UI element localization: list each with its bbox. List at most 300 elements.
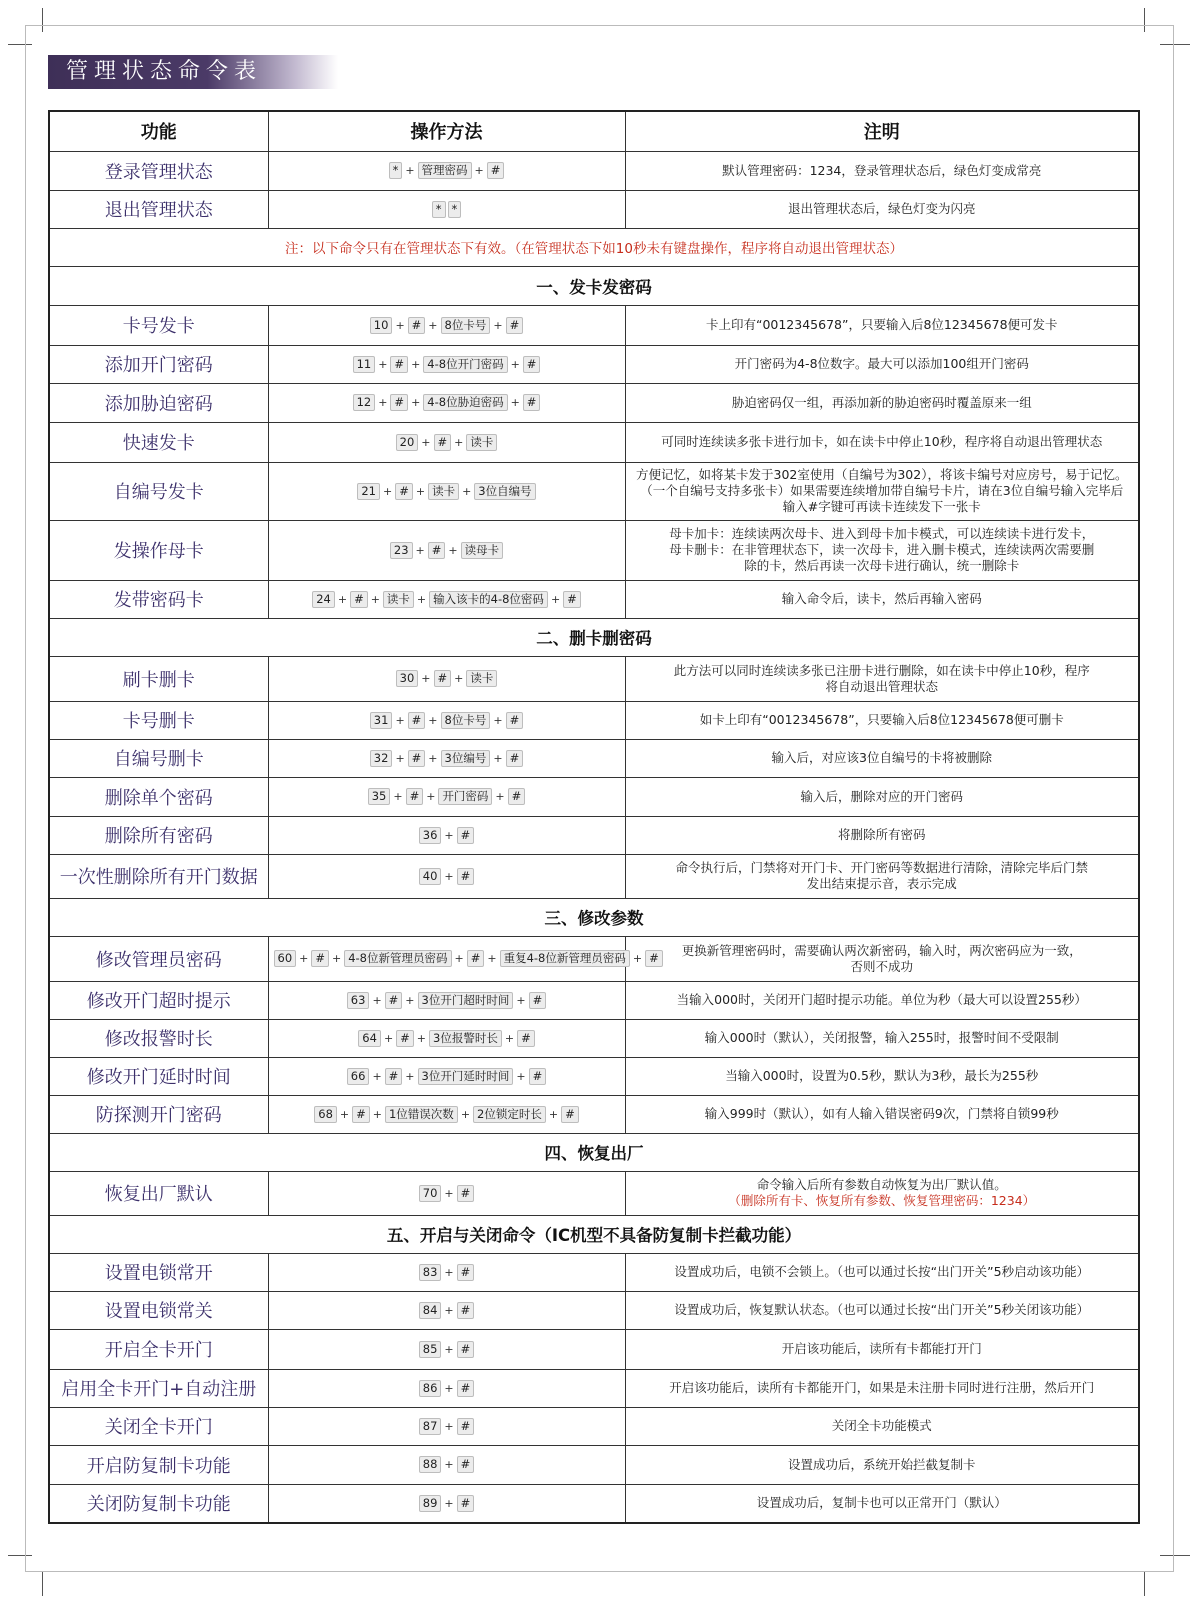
note-line: 更换新管理密码时，需要确认两次新密码，输入时，两次密码应为一致，: [681, 942, 1082, 958]
function-name: 自编号发卡: [49, 462, 268, 520]
key-token: 63: [347, 992, 370, 1009]
plus-sign: +: [444, 1458, 454, 1471]
key-token: #: [506, 317, 524, 334]
note-line: （一个自编号支持多张卡）如果需要连续增加带自编号卡片，请在3位自编号输入完毕后: [640, 483, 1124, 498]
function-name: 修改开门延时时间: [49, 1057, 268, 1095]
key-token: #: [457, 1302, 475, 1319]
operation-method: [268, 462, 625, 520]
table-row: [49, 701, 1139, 739]
table-row: [49, 854, 1139, 898]
key-token: #: [457, 1418, 475, 1435]
table-row: [49, 151, 1139, 190]
note-text: [625, 816, 1139, 854]
key-token: 8位卡号: [441, 317, 491, 334]
operation-method: [268, 1019, 625, 1057]
plus-sign: +: [337, 592, 348, 606]
note-line: 开启该功能后，读所有卡都能打开门: [781, 1341, 982, 1356]
function-name: 开启防复制卡功能: [49, 1445, 268, 1484]
key-token: *: [448, 201, 462, 218]
key-token: 管理密码: [418, 162, 472, 179]
key-token: 4-8位胁迫密码: [423, 394, 507, 411]
key-token: 23: [390, 542, 413, 559]
plus-sign: +: [415, 484, 426, 498]
section-header-row: [49, 1133, 1139, 1171]
plus-sign: +: [415, 543, 425, 557]
key-token: 输入该卡的4-8位密码: [429, 591, 548, 608]
operation-method: [268, 816, 625, 854]
plus-sign: +: [454, 952, 464, 965]
header-method: 操作方法: [268, 111, 625, 151]
note-line: 方便记忆，如将某卡发于302室使用（自编号为302），将该卡编号对应房号，易于记忆。: [636, 467, 1128, 482]
key-token: #: [457, 1264, 475, 1281]
key-token: #: [408, 317, 426, 334]
key-token: #: [406, 788, 424, 805]
key-token: 85: [419, 1341, 442, 1358]
plus-sign: +: [421, 435, 431, 449]
plus-sign: +: [405, 164, 415, 177]
key-token: *: [389, 162, 403, 179]
table-row: [49, 816, 1139, 854]
note-text: [625, 981, 1139, 1019]
key-token: 31: [370, 712, 393, 729]
section-header-row: [49, 266, 1139, 305]
operation-method: [268, 936, 659, 981]
operation-method: [268, 1484, 625, 1523]
note-line: 可同时连续读多张卡进行加卡，如在读卡中停止10秒，程序将自动退出管理状态: [661, 434, 1103, 449]
note-text: [625, 1253, 1139, 1291]
note-line: 设置成功后，系统开始拦截复制卡: [787, 1456, 976, 1472]
note-line: 母卡删卡：在非管理状态下，读一次母卡，进入删卡模式，连续读两次需要删: [669, 542, 1095, 557]
section-title: 四、恢复出厂: [49, 1133, 1139, 1171]
function-name: 修改报警时长: [49, 1019, 268, 1057]
plus-sign: +: [372, 1107, 382, 1121]
table-row: [49, 1291, 1139, 1329]
function-name: 开启全卡开门: [49, 1329, 268, 1369]
note-line: 退出管理状态后，绿色灯变为闪亮: [787, 201, 976, 216]
table-row: [49, 462, 1139, 520]
plus-sign: +: [428, 713, 438, 727]
note-line: 输入000时（默认），关闭报警，输入255时，报警时间不受限制: [704, 1030, 1059, 1045]
operation-method: [268, 305, 625, 345]
operation-method: [268, 422, 625, 462]
note-text: [625, 1019, 1139, 1057]
note-line: 输入后，删除对应的开门密码: [800, 788, 963, 804]
key-token: 读卡: [466, 434, 497, 451]
key-token: 36: [419, 827, 442, 844]
plus-sign: +: [426, 790, 436, 803]
key-token: #: [385, 992, 403, 1009]
note-text: [625, 1171, 1139, 1215]
function-name: 删除单个密码: [49, 777, 268, 816]
key-token: #: [434, 670, 452, 687]
note-line: 当输入000时，关闭开门超时提示功能。单位为秒（最大可以设置255秒）: [676, 992, 1087, 1007]
key-token: 4-8位新管理员密码: [344, 950, 451, 967]
operation-method: [268, 345, 625, 383]
table-row: [49, 777, 1139, 816]
plus-sign: +: [372, 993, 382, 1007]
key-token: #: [457, 827, 475, 844]
operation-method: [268, 739, 625, 777]
plus-sign: +: [444, 1186, 454, 1200]
table-row: [49, 580, 1139, 618]
function-name: 防探测开门密码: [49, 1095, 268, 1133]
plus-sign: +: [460, 1107, 471, 1121]
table-row: [49, 1445, 1139, 1484]
key-token: 70: [419, 1185, 442, 1202]
table-row: [49, 422, 1139, 462]
key-token: 读母卡: [461, 542, 504, 559]
section-title: 一、发卡发密码: [49, 266, 1139, 305]
section-title: 二、删卡删密码: [49, 618, 1139, 656]
plus-sign: +: [405, 1069, 415, 1083]
key-token: 88: [419, 1456, 442, 1473]
note-line: 设置成功后，恢复默认状态。（也可以通过长按“出门开关”5秒关闭该功能）: [674, 1302, 1090, 1317]
key-token: #: [457, 1495, 475, 1512]
note-line: 如卡上印有“0012345678”，只要输入后8位12345678便可删卡: [699, 712, 1064, 727]
table-row: [49, 656, 1139, 701]
plus-sign: +: [444, 869, 454, 883]
key-token: #: [311, 950, 329, 967]
note-text: [625, 1291, 1139, 1329]
key-token: 87: [419, 1418, 442, 1435]
note-text: [625, 1095, 1139, 1133]
key-token: 4-8位开门密码: [423, 356, 507, 373]
note-text: [625, 1369, 1139, 1407]
plus-sign: +: [444, 1303, 454, 1317]
key-token: #: [508, 788, 526, 805]
note-line: 胁迫密码仅一组，再添加新的胁迫密码时覆盖原来一组: [731, 394, 1032, 410]
function-name: 删除所有密码: [49, 816, 268, 854]
note-text: [625, 383, 1139, 422]
operation-method: [268, 701, 625, 739]
plus-sign: +: [378, 396, 388, 409]
key-token: #: [352, 1106, 370, 1123]
key-token: 83: [419, 1264, 442, 1281]
plus-sign: +: [462, 484, 472, 498]
function-name: 发操作母卡: [49, 520, 268, 580]
function-name: 启用全卡开门+自动注册: [49, 1369, 268, 1407]
plus-sign: +: [416, 1031, 427, 1045]
plus-sign: +: [487, 952, 497, 965]
table-row: [49, 1171, 1139, 1215]
key-token: #: [517, 1030, 535, 1047]
note-text: [625, 462, 1139, 520]
key-token: 20: [396, 434, 419, 451]
note-line: 设置成功后，复制卡也可以正常开门（默认）: [756, 1495, 1007, 1511]
notice-text: 注：以下命令只有在管理状态下有效。（在管理状态下如10秒未有键盘操作，程序将自动退出管理状态）: [49, 228, 1139, 266]
operation-method: [268, 1369, 625, 1407]
key-token: 32: [370, 750, 393, 767]
section-title: 三、修改参数: [49, 898, 1139, 936]
plus-sign: +: [444, 1419, 454, 1433]
key-token: #: [506, 712, 524, 729]
key-token: 21: [357, 483, 380, 500]
plus-sign: +: [548, 1107, 559, 1121]
note-line: 关闭全卡功能模式: [831, 1418, 932, 1433]
plus-sign: +: [493, 713, 503, 727]
note-text: [625, 777, 1139, 816]
crop-mark: [42, 1572, 43, 1596]
operation-method: [268, 656, 625, 701]
key-token: #: [428, 542, 446, 559]
key-token: #: [390, 394, 408, 411]
key-token: 12: [353, 394, 376, 411]
note-line: 设置成功后，电锁不会锁上。（也可以通过长按“出门开关”5秒启动该功能）: [674, 1264, 1090, 1279]
plus-sign: +: [339, 1107, 350, 1121]
note-text: [625, 190, 1139, 228]
key-token: #: [523, 394, 541, 411]
note-text: [625, 580, 1139, 618]
note-warning: （删除所有卡、恢复所有参数、恢复管理密码：1234）: [728, 1193, 1036, 1208]
table-row: [49, 739, 1139, 777]
key-token: 读卡: [428, 483, 459, 500]
operation-method: [268, 383, 625, 422]
key-token: 40: [419, 868, 442, 885]
section-title: 五、开启与关闭命令（IC机型不具备防复制卡拦截功能）: [49, 1215, 1139, 1253]
plus-sign: +: [370, 592, 380, 606]
plus-sign: +: [516, 993, 526, 1007]
note-text: [625, 1329, 1139, 1369]
function-name: 登录管理状态: [49, 151, 268, 190]
crop-mark: [1144, 1572, 1145, 1596]
key-token: #: [395, 483, 413, 500]
key-token: #: [563, 591, 581, 608]
key-token: 64: [358, 1030, 381, 1047]
operation-method: [268, 520, 625, 580]
header-function: 功能: [49, 111, 268, 151]
plus-sign: +: [510, 357, 520, 371]
key-token: #: [457, 1380, 475, 1397]
operation-method: [268, 151, 625, 190]
note-text: [625, 422, 1139, 462]
function-name: 自编号删卡: [49, 739, 268, 777]
operation-method: [268, 1253, 625, 1291]
note-line: 输入命令后，读卡，然后再输入密码: [781, 591, 982, 606]
plus-sign: +: [428, 318, 438, 332]
note-line: 发出结束提示音，表示完成: [806, 876, 957, 891]
key-token: #: [561, 1106, 579, 1123]
operation-method: [268, 190, 625, 228]
note-text: [625, 1445, 1139, 1484]
key-token: #: [523, 356, 541, 373]
plus-sign: +: [632, 952, 643, 965]
plus-sign: +: [395, 318, 405, 332]
note-text: [625, 701, 1139, 739]
note-line: 输入999时（默认），如有人输入错误密码9次，门禁将自锁99秒: [704, 1106, 1059, 1121]
table-row: [49, 1329, 1139, 1369]
key-token: 8位卡号: [441, 712, 491, 729]
section-header-row: [49, 898, 1139, 936]
note-line: 输入后，对应该3位自编号的卡将被删除: [771, 750, 992, 765]
table-row: [49, 190, 1139, 228]
plus-sign: +: [550, 592, 561, 606]
note-line: 否则不成功: [850, 958, 913, 974]
key-token: #: [434, 434, 452, 451]
note-text: [625, 520, 1139, 580]
note-text: [625, 151, 1139, 190]
plus-sign: +: [395, 713, 405, 727]
key-token: #: [350, 591, 368, 608]
key-token: 11: [353, 356, 376, 373]
operation-method: [268, 1329, 625, 1369]
table-row: [49, 345, 1139, 383]
plus-sign: +: [393, 790, 403, 803]
key-token: 3位报警时长: [429, 1030, 502, 1047]
key-token: 24: [312, 591, 335, 608]
note-text: [625, 1407, 1139, 1445]
plus-sign: +: [444, 828, 454, 842]
table-row: [49, 1369, 1139, 1407]
note-line: 命令输入后所有参数自动恢复为出厂默认值。: [756, 1177, 1007, 1192]
note-line: 默认管理密码：1234，登录管理状态后，绿色灯变成常亮: [722, 162, 1042, 178]
key-token: 1位错误次数: [385, 1106, 458, 1123]
plus-sign: +: [516, 1069, 526, 1083]
note-line: 此方法可以同时连续读多张已注册卡进行删除，如在读卡中停止10秒，程序: [673, 662, 1090, 678]
key-token: 60: [274, 950, 297, 967]
table-row: [49, 383, 1139, 422]
key-token: 3位开门超时时间: [418, 992, 514, 1009]
plus-sign: +: [510, 396, 520, 409]
key-token: 开门密码: [438, 788, 492, 805]
table-header-row: [49, 111, 1139, 151]
plus-sign: +: [493, 751, 503, 765]
table-row: [49, 1095, 1139, 1133]
note-line: 将删除所有密码: [837, 827, 926, 842]
key-token: 3位自编号: [474, 483, 535, 500]
operation-method: [268, 854, 625, 898]
plus-sign: +: [444, 1265, 454, 1279]
plus-sign: +: [372, 1069, 382, 1083]
note-text: [625, 656, 1139, 701]
function-name: 发带密码卡: [49, 580, 268, 618]
plus-sign: +: [383, 484, 393, 498]
key-token: 读卡: [466, 670, 497, 687]
key-token: 84: [419, 1302, 442, 1319]
function-name: 刷卡删卡: [49, 656, 268, 701]
key-token: #: [457, 1341, 475, 1358]
table-row: [49, 1407, 1139, 1445]
key-token: #: [529, 992, 547, 1009]
plus-sign: +: [378, 357, 388, 371]
plus-sign: +: [444, 1342, 454, 1356]
plus-sign: +: [444, 1381, 454, 1395]
table-row: [49, 1019, 1139, 1057]
key-token: #: [385, 1068, 403, 1085]
key-token: 86: [419, 1380, 442, 1397]
function-name: 添加胁迫密码: [49, 383, 268, 422]
note-line: 开启该功能后，读所有卡都能开门，如果是未注册卡同时进行注册，然后开门: [669, 1380, 1095, 1395]
note-text: [625, 739, 1139, 777]
key-token: 66: [347, 1068, 370, 1085]
note-line: 除的卡，然后再读一次母卡进行确认，统一删除卡: [744, 558, 1020, 573]
section-header-row: [49, 1215, 1139, 1253]
plus-sign: +: [411, 396, 421, 409]
note-line: 输入#字键可再读卡连续发下一张卡: [782, 499, 981, 514]
key-token: 重复4-8位新管理员密码: [500, 950, 630, 967]
plus-sign: +: [454, 435, 464, 449]
key-token: #: [645, 950, 663, 967]
key-token: 2位锁定时长: [473, 1106, 546, 1123]
plus-sign: +: [493, 318, 503, 332]
operation-method: [268, 1095, 625, 1133]
note-text: [625, 1484, 1139, 1523]
note-line: 当输入000时，设置为0.5秒，默认为3秒，最长为255秒: [725, 1068, 1039, 1083]
plus-sign: +: [299, 952, 309, 965]
plus-sign: +: [395, 751, 405, 765]
key-token: #: [467, 950, 485, 967]
operation-method: [268, 1291, 625, 1329]
operation-method: [268, 580, 625, 618]
command-table: [48, 110, 1140, 1524]
operation-method: [268, 777, 625, 816]
function-name: 恢复出厂默认: [49, 1171, 268, 1215]
key-token: #: [506, 750, 524, 767]
plus-sign: +: [448, 543, 458, 557]
operation-method: [268, 981, 625, 1019]
plus-sign: +: [383, 1031, 394, 1045]
plus-sign: +: [428, 751, 438, 765]
function-name: 设置电锁常关: [49, 1291, 268, 1329]
key-token: 3位开门延时时间: [418, 1068, 514, 1085]
function-name: 卡号删卡: [49, 701, 268, 739]
function-name: 一次性删除所有开门数据: [49, 854, 268, 898]
plus-sign: +: [495, 790, 505, 803]
plus-sign: +: [421, 672, 431, 685]
plus-sign: +: [405, 993, 415, 1007]
function-name: 添加开门密码: [49, 345, 268, 383]
key-token: #: [457, 1456, 475, 1473]
plus-sign: +: [454, 672, 464, 685]
note-text: [625, 305, 1139, 345]
note-text: [625, 854, 1139, 898]
function-name: 设置电锁常开: [49, 1253, 268, 1291]
note-text: [625, 936, 1139, 981]
key-token: #: [457, 1185, 475, 1202]
key-token: 30: [396, 670, 419, 687]
plus-sign: +: [444, 1496, 454, 1510]
key-token: #: [487, 162, 505, 179]
table-row: [49, 520, 1139, 580]
note-line: 命令执行后，门禁将对开门卡、开门密码等数据进行清除，清除完毕后门禁: [675, 860, 1088, 875]
function-name: 关闭全卡开门: [49, 1407, 268, 1445]
key-token: 89: [419, 1495, 442, 1512]
plus-sign: +: [332, 952, 342, 965]
note-line: 将自动退出管理状态: [825, 678, 938, 694]
table-row: [49, 1057, 1139, 1095]
key-token: 35: [368, 788, 391, 805]
key-token: *: [432, 201, 446, 218]
function-name: 退出管理状态: [49, 190, 268, 228]
section-header-row: [49, 618, 1139, 656]
key-token: #: [457, 868, 475, 885]
note-text: [625, 1057, 1139, 1095]
table-row: [49, 1253, 1139, 1291]
table-row: [49, 981, 1139, 1019]
table-row: [49, 305, 1139, 345]
notice-row: [49, 228, 1139, 266]
key-token: 10: [370, 317, 393, 334]
operation-method: [268, 1057, 625, 1095]
key-token: #: [529, 1068, 547, 1085]
key-token: #: [408, 750, 426, 767]
operation-method: [268, 1171, 625, 1215]
function-name: 关闭防复制卡功能: [49, 1484, 268, 1523]
operation-method: [268, 1445, 625, 1484]
key-token: #: [390, 356, 408, 373]
note-line: 开门密码为4-8位数字。最大可以添加100组开门密码: [734, 356, 1029, 371]
page-title: 管理状态命令表: [48, 55, 338, 89]
key-token: 读卡: [383, 591, 414, 608]
